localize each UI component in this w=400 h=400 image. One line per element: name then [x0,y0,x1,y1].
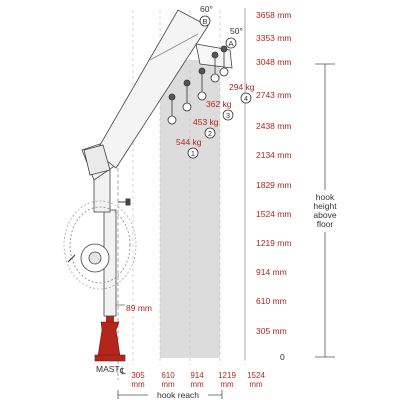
mast-centerline-symbol: ℄ [120,366,126,376]
height-label: 3048 mm [256,57,292,67]
load-weight: 544 kg [176,137,202,147]
angle-b-degrees: 60° [200,4,213,14]
hook-height-label [313,192,337,229]
reach-value: 1524 [247,371,265,380]
height-label: 2743 mm [256,90,292,100]
angle-b-letter: B [202,17,208,26]
winch-reel [64,201,136,289]
load-weight: 453 kg [193,117,219,127]
height-label: 1524 mm [256,209,292,219]
reach-unit: mm [190,380,204,389]
height-label: 1219 mm [256,238,292,248]
reach-unit: mm [249,380,263,389]
reach-unit: mm [161,380,175,389]
reach-unit: mm [131,380,145,389]
height-label: 914 mm [256,267,287,277]
height-label: 0 [280,352,285,362]
reach-value: 1219 [218,371,236,380]
height-label: 610 mm [256,296,287,306]
svg-text:hook: hook [315,192,335,202]
pedestal [95,315,125,361]
reach-value: 610 [161,371,175,380]
load-number: 2 [207,129,213,138]
svg-text:above: above [313,210,337,220]
reach-unit: mm [220,380,234,389]
load-weight: 362 kg [206,99,232,109]
height-label: 1829 mm [256,180,292,190]
angle-marker-b [200,4,213,26]
load-number: 3 [225,111,231,120]
reach-value: 305 [131,371,145,380]
height-label: 2134 mm [256,150,292,160]
height-scale [256,10,291,362]
angle-marker-a [226,26,243,48]
height-label: 2438 mm [256,121,292,131]
angle-a-degrees: 50° [230,26,243,36]
load-rating-4 [229,82,255,103]
winch-handle [68,255,75,262]
svg-text:height: height [313,201,337,211]
svg-text:floor: floor [316,219,334,229]
reach-value: 914 [190,371,204,380]
hook-reach-label: hook reach [156,390,200,400]
side-bolt [118,199,130,205]
reach-scale [131,371,265,389]
load-number: 4 [243,94,249,103]
load-weight: 294 kg [229,82,255,92]
height-label: 3658 mm [256,10,292,20]
height-label: 3353 mm [256,33,292,43]
angle-a-letter: A [228,39,234,48]
load-number: 1 [190,149,196,158]
mast-offset-label: 89 mm [126,303,152,313]
height-label: 305 mm [256,326,287,336]
mast-label: MAST [96,364,120,374]
